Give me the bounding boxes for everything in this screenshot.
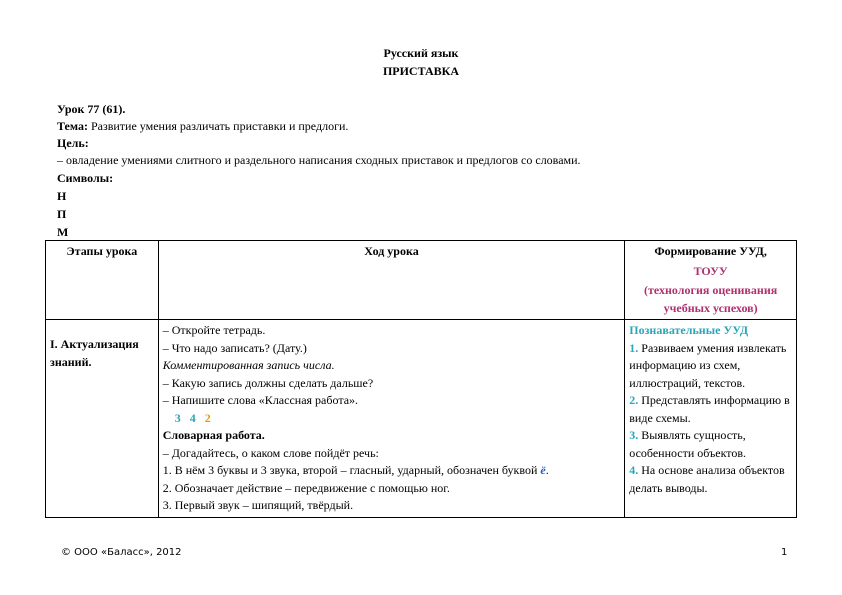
course-line: – Что надо записать? (Дату.) <box>162 340 307 355</box>
course-cell <box>158 320 625 518</box>
topic-title: ПРИСТАВКА <box>382 64 460 78</box>
uud-item: 4. На основе анализа объектов делать выводы. <box>629 463 785 495</box>
table-row <box>46 320 797 518</box>
course-line: – Какую запись должны сделать дальше? <box>162 375 374 390</box>
clue-1-text: 1. В нём 3 буквы и 3 звука, второй – гласный, ударный, обозначен буквой <box>162 463 538 477</box>
goal-text: – овладение умениями слитного и раздельного написания сходных приставок и предлогов со словами. <box>57 153 581 167</box>
header-uud-tech: (технология оценивания учебных успехов) <box>644 283 778 315</box>
stage-cell: I. Актуализация знаний. <box>46 320 159 518</box>
course-line: – Напишите слова «Классная работа». <box>162 393 359 407</box>
symbols-label: Символы: <box>57 171 114 185</box>
clue-1-end: . <box>545 463 549 477</box>
copyright: © ООО «Баласс», 2012 <box>61 547 182 558</box>
digit-2: 2 <box>204 410 211 425</box>
page-number: 1 <box>781 547 788 558</box>
clue-2: 2. Обозначает действие – передвижение с помощью ног. <box>162 480 450 495</box>
subject-title: Русский язык <box>383 46 459 60</box>
header-course: Ход урока <box>158 241 625 320</box>
header-uud-toyy: ТОУУ <box>693 263 728 278</box>
symbol-n: Н <box>57 189 67 203</box>
course-line: – Откройте тетрадь. <box>162 323 266 337</box>
uud-title: Познавательные УУД <box>629 323 749 337</box>
digit-4: 4 <box>189 410 196 425</box>
clue-1-letter: ё <box>540 463 546 477</box>
uud-item: 3. Выявлять сущность, особенности объектов. <box>629 428 747 460</box>
clue-1 <box>163 462 621 480</box>
lesson-number: Урок 77 (61). <box>57 102 126 116</box>
uud-item: 1. Развиваем умения извлекать информацию из схем, иллюстраций, текстов. <box>629 340 787 390</box>
vocab-title: Словарная работа. <box>162 428 265 442</box>
table-header-row <box>46 241 797 320</box>
course-line: Комментированная запись числа. <box>162 358 335 372</box>
clue-3: 3. Первый звук – шипящий, твёрдый. <box>162 498 354 512</box>
theme-text: Развитие умения различать приставки и предлоги. <box>90 119 349 133</box>
lesson-theme <box>57 119 348 134</box>
lesson-table <box>45 240 797 518</box>
header-stages: Этапы урока <box>46 241 159 320</box>
uud-item: 2. Представлять информацию в виде схемы. <box>629 393 790 425</box>
theme-label: Тема: <box>57 119 88 133</box>
header-uud-line1: Формирование УУД, <box>654 244 767 258</box>
symbol-m: М <box>57 225 69 239</box>
digit-3: 3 <box>174 410 181 425</box>
symbol-p: П <box>57 207 67 221</box>
vocab-prompt: – Догадайтесь, о каком слове пойдёт речь: <box>162 445 379 460</box>
header-uud <box>625 241 797 320</box>
digit-row <box>163 410 621 428</box>
uud-cell <box>625 320 797 518</box>
goal-label: Цель: <box>57 136 89 150</box>
